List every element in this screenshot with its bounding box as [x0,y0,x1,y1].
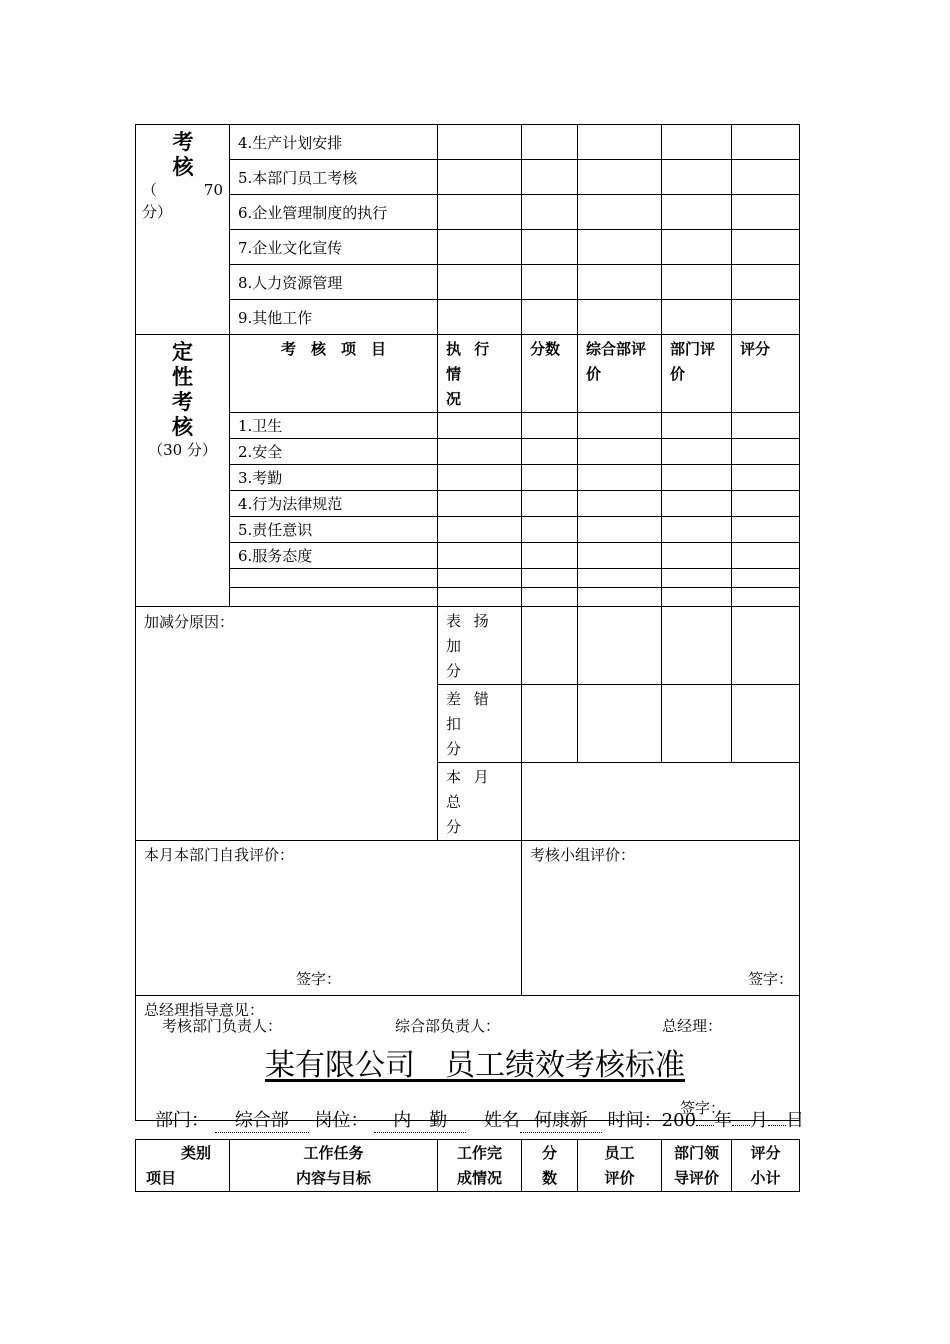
qual-category-char: 核 [172,414,193,439]
cell[interactable] [732,465,800,491]
cell[interactable] [662,413,732,439]
year-field[interactable] [696,1125,714,1126]
cell[interactable] [578,413,662,439]
team-eval-cell[interactable] [522,841,800,996]
cell[interactable] [438,465,522,491]
cell[interactable] [522,265,578,300]
standard-table [135,1139,800,1192]
month-field[interactable] [732,1125,750,1126]
cell[interactable] [662,195,732,230]
cell[interactable] [732,543,800,569]
cell[interactable] [522,685,578,763]
year-label: 年 [714,1110,733,1131]
cell[interactable] [522,160,578,195]
cell[interactable] [662,439,732,465]
month-label: 月 [750,1110,769,1131]
cell[interactable] [438,543,522,569]
assessment-table [135,124,800,1121]
cell[interactable] [662,230,732,265]
quant-item: 4.生产计划安排 [230,125,438,160]
gm-eval-sign: 签字： [680,1099,726,1117]
qual-item: 6.服务态度 [230,543,438,569]
cell[interactable] [522,588,578,607]
self-eval-label: 本月本部门自我评价： [144,846,295,864]
cell[interactable] [662,265,732,300]
page-title: 某有限公司 员工绩效考核标准 [265,1048,685,1083]
cell[interactable] [578,588,662,607]
cell[interactable] [662,607,732,685]
cell[interactable] [732,607,800,685]
cell[interactable] [732,195,800,230]
bh-leader: 部门领 导评价 [662,1140,732,1192]
name-label: 姓名 [483,1110,520,1131]
header-comp: 综合部评 价 [578,335,662,413]
cell[interactable] [578,265,662,300]
quant-item: 5.本部门员工考核 [230,160,438,195]
cell[interactable] [522,569,578,588]
cell[interactable] [578,465,662,491]
cell[interactable] [732,413,800,439]
bh-category: 类别 项目 [136,1140,230,1192]
team-eval-sign: 签字： [748,970,794,988]
day-field[interactable] [768,1125,786,1126]
cell[interactable] [578,300,662,335]
cell[interactable] [578,439,662,465]
bh-employee: 员工 评价 [578,1140,662,1192]
day-label: 日 [786,1110,805,1131]
cell[interactable] [662,125,732,160]
dept-value[interactable]: 综合部 [215,1106,309,1133]
cell[interactable] [438,413,522,439]
cell[interactable] [662,685,732,763]
dept-label: 部门： [155,1110,209,1131]
cell[interactable] [438,569,522,588]
cell[interactable] [578,685,662,763]
cell[interactable] [578,230,662,265]
cell[interactable] [522,543,578,569]
cell[interactable] [732,517,800,543]
post-label: 岗位： [314,1110,369,1131]
total-value-cell[interactable] [522,763,800,841]
cell[interactable] [662,300,732,335]
cell[interactable] [662,491,732,517]
bh-task: 工作任务 内容与目标 [230,1140,438,1192]
time-label: 时间：200 [607,1110,697,1131]
cell[interactable] [732,491,800,517]
cell[interactable] [732,685,800,763]
footer-dept-head: 考核部门负责人： [162,1017,283,1035]
cell[interactable] [438,439,522,465]
cell[interactable] [662,160,732,195]
cell[interactable] [732,160,800,195]
score-num: 70 [203,181,223,199]
paren-open: （ [142,181,158,199]
quant-item: 9.其他工作 [230,300,438,335]
name-value[interactable]: 何康新 [520,1106,602,1133]
cell[interactable] [578,543,662,569]
cell[interactable] [732,265,800,300]
cell[interactable] [438,265,522,300]
post-value[interactable]: 内 勤 [374,1106,466,1133]
cell[interactable] [732,125,800,160]
cell[interactable] [522,439,578,465]
total-label: 本 月 总 分 [438,763,522,841]
cell[interactable] [662,517,732,543]
cell[interactable] [438,125,522,160]
qual-item-blank[interactable] [230,588,438,607]
cell[interactable] [522,413,578,439]
cell[interactable] [732,230,800,265]
qual-item: 1.卫生 [230,413,438,439]
gm-eval-label: 总经理指导意见： [144,1001,265,1019]
qual-category-cell [136,335,230,607]
cell[interactable] [732,300,800,335]
adjust-reason-label: 加减分原因： [144,613,235,631]
header-dept: 部门评 价 [662,335,732,413]
cell[interactable] [438,517,522,543]
header-score: 分数 [522,335,578,413]
cell[interactable] [662,543,732,569]
cell[interactable] [438,195,522,230]
cell[interactable] [662,465,732,491]
cell[interactable] [732,588,800,607]
cell[interactable] [732,569,800,588]
cell[interactable] [438,160,522,195]
cell[interactable] [438,491,522,517]
cell[interactable] [438,230,522,265]
cell[interactable] [522,607,578,685]
qual-item: 4.行为法律规范 [230,491,438,517]
footer-gm: 总经理： [662,1017,723,1035]
cell[interactable] [522,300,578,335]
header-rating: 评分 [732,335,800,413]
qual-category-score: （30 分） [148,441,217,459]
info-line [155,1106,804,1133]
self-eval-sign: 签字： [296,970,342,988]
qual-category-char: 性 [172,364,193,389]
cell[interactable] [522,517,578,543]
cell[interactable] [578,569,662,588]
cell[interactable] [522,465,578,491]
cell[interactable] [522,230,578,265]
footer-comp-head: 综合部负责人： [395,1017,501,1035]
adjust-reason-cell[interactable] [136,607,438,841]
bh-score: 分 数 [522,1140,578,1192]
cell[interactable] [522,195,578,230]
cell[interactable] [578,517,662,543]
cell[interactable] [438,588,522,607]
cell[interactable] [522,491,578,517]
cell[interactable] [732,439,800,465]
cell[interactable] [578,607,662,685]
quant-item: 8.人力资源管理 [230,265,438,300]
bh-done: 工作完 成情况 [438,1140,522,1192]
self-eval-cell[interactable] [136,841,522,996]
bonus-label: 表 扬 加 分 [438,607,522,685]
qual-item-blank[interactable] [230,569,438,588]
cell[interactable] [438,300,522,335]
deduct-label: 差 错 扣 分 [438,685,522,763]
cell[interactable] [578,491,662,517]
cell[interactable] [578,160,662,195]
qual-item: 5.责任意识 [230,517,438,543]
cell[interactable] [578,125,662,160]
cell[interactable] [522,125,578,160]
quant-item: 6.企业管理制度的执行 [230,195,438,230]
quant-item: 7.企业文化宣传 [230,230,438,265]
qual-item: 2.安全 [230,439,438,465]
quant-category-cell [136,125,230,335]
qual-category-char: 定 [172,339,193,364]
score-unit: 分） [142,203,173,221]
qual-item: 3.考勤 [230,465,438,491]
cell[interactable] [662,588,732,607]
cell[interactable] [662,569,732,588]
header-item: 考 核 项 目 [230,335,438,413]
quant-category-label: 考核 [172,129,194,179]
header-exec: 执 行 情 况 [438,335,522,413]
quant-category-score [142,179,223,201]
qual-category-char: 考 [172,389,193,414]
bh-subtotal: 评分 小计 [732,1140,800,1192]
cell[interactable] [578,195,662,230]
team-eval-label: 考核小组评价： [530,846,636,864]
